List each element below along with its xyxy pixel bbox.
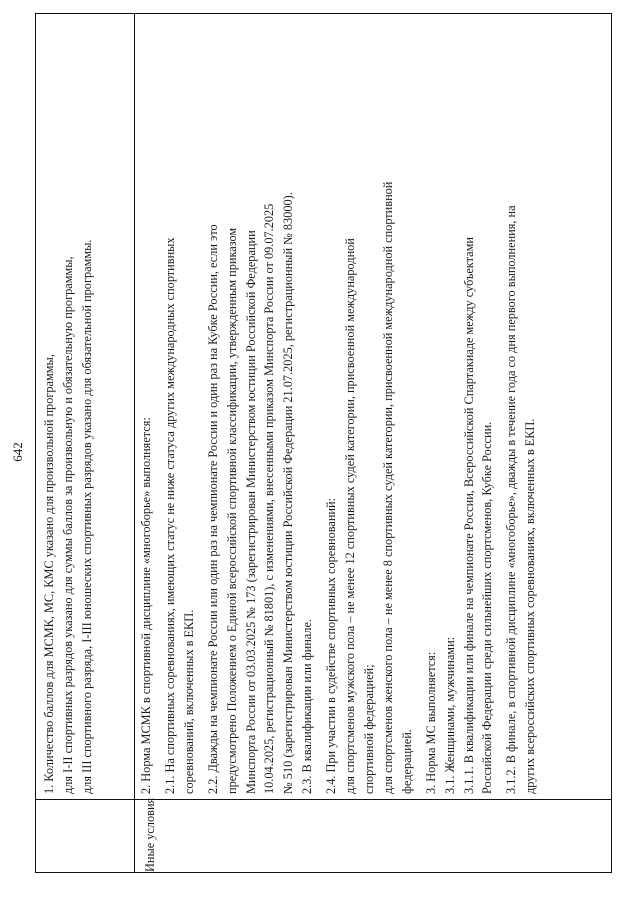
text-line: для III спортивного разряда, I-III юношеских спортивных разрядов указано для обязательной программы. [79,239,94,794]
other-conditions-cell [137,20,540,794]
text-line: предусмотрено Положением о Единой всероссийской спортивной классификации, утвержденным приказом [224,227,239,794]
text-line: 3.1.1. В квалификации или финале на чемпионате России, Всероссийской Спартакиаде между субъектами [461,237,476,794]
text-line: 2.3. В квалификации или финале. [300,618,315,794]
text-line: № 510 (зарегистрирован Министерством юстиции Российской Федерации 21.07.2025, регистрационный № 83000). [281,192,296,794]
text-line: Российской Федерации среди сильнейших спортсменов, Кубке России. [480,421,495,794]
text-line: спортивной федерацией; [361,664,376,794]
text-line: 10.04.2025, регистрационный № 81801), с изменениями, внесенными приказом Минспорта России от 09.07.2025 [262,203,277,794]
text-line: Минспорта России от 03.03.2025 № 173 (зарегистрирован Министерством юстиции Российской Федерации [243,230,258,794]
column-divider [36,799,611,800]
text-line: для спортсменов женского пола – не менее 8 спортивных судей категории, присвоенной международной спортивной [380,181,395,794]
text-line: 3. Норма МС выполняется: [423,651,438,794]
points-note-cell [40,20,97,794]
text-line: 1. Количество баллов для МСМК, МС, КМС указано для произвольной программы, [42,354,56,794]
row-label-other-conditions: Иные условия [143,797,157,872]
text-line: 2.4. При участии в судействе спортивных соревнований: [324,497,339,794]
text-line: 2.2. Дважды на чемпионате России или один раз на чемпионате России и один раз на Кубке России, если это [205,224,220,794]
text-line: 3.1.2. В финале, в спортивной дисциплине «многоборье», дважды в течение года со дня первого выполнения, на [504,205,519,794]
text-line: для I-II спортивных разрядов указано для суммы баллов за произвольную и обязательную программы, [60,256,75,794]
text-line: 2. Норма МСМК в спортивной дисциплине «многоборье» выполняется: [139,417,153,794]
text-line: соревнований, включенных в ЕКП. [181,609,196,794]
row-divider [134,14,135,872]
text-line: федерацией. [399,729,414,794]
text-line: других всероссийских спортивных соревнованиях, включенных в ЕКП. [523,418,538,794]
page-number: 642 [10,442,25,462]
conditions-table [35,13,612,873]
text-line: 3.1. Женщинами, мужчинами: [442,636,457,794]
text-line: для спортсменов мужского пола – не менее 12 спортивных судей категории, присвоенной международной [343,238,358,794]
text-line: 2.1. На спортивных соревнованиях, имеющих статус не ниже статуса других международных спортивных [162,237,177,794]
